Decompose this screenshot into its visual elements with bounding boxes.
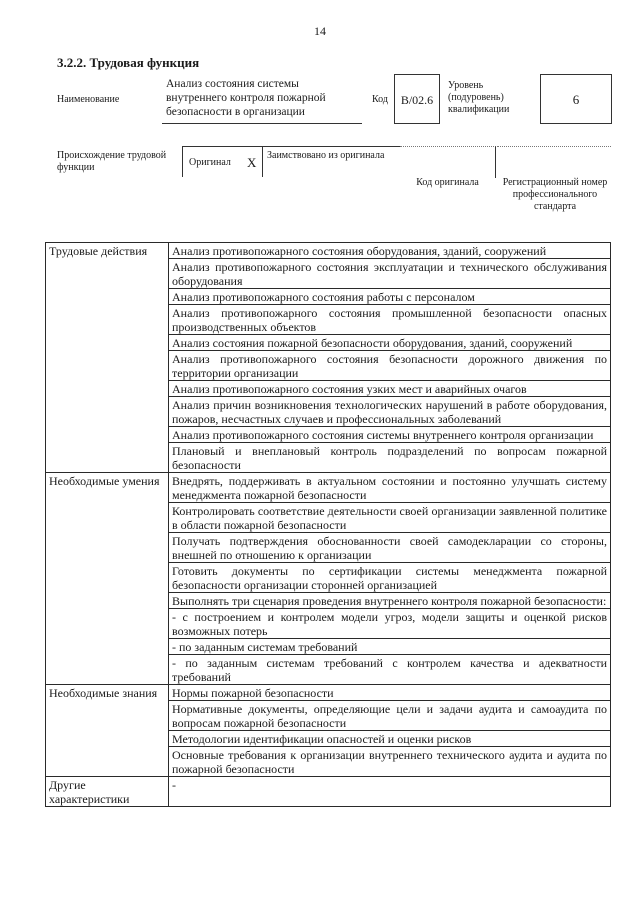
reg-number-label: Регистрационный номер профессионального стандарта <box>502 177 608 212</box>
item-cell: Анализ причин возникновения технологических нарушений в работе оборудования, пожаров, несчастных случаев и профессиональных заболеваний <box>169 397 611 427</box>
table-row <box>46 685 611 701</box>
item-cell: Нормативные документы, определяющие цели и задачи аудита и самоаудита по вопросам пожарной безопасности <box>169 701 611 731</box>
function-table-body <box>46 243 611 807</box>
item-cell: Готовить документы по сертификации системы менеджмента пожарной безопасности организации сторонней организацией <box>169 563 611 593</box>
borrowed-box <box>262 146 400 177</box>
item-cell: Анализ противопожарного состояния работы с персоналом <box>169 289 611 305</box>
item-cell: Плановый и внеплановый контроль подразделений по вопросам пожарной безопасности <box>169 443 611 473</box>
item-cell: Методологии идентификации опасностей и оценки рисков <box>169 731 611 747</box>
code-original-box <box>400 146 496 178</box>
item-cell: Контролировать соответствие деятельности своей организации заявленной политике в области пожарной безопасности <box>169 503 611 533</box>
item-cell: Анализ противопожарного состояния оборудования, зданий, сооружений <box>169 243 611 259</box>
item-cell: - с построением и контролем модели угроз, модели защиты и оценкой рисков возможных потерь <box>169 609 611 639</box>
level-box <box>540 74 612 124</box>
name-label: Наименование <box>57 94 120 105</box>
item-cell: Анализ состояния пожарной безопасности оборудования, зданий, сооружений <box>169 335 611 351</box>
section-title: 3.2.2. Трудовая функция <box>57 55 200 70</box>
item-cell: Внедрять, поддерживать в актуальном состоянии и постоянно улучшать систему менеджмента пожарной безопасности <box>169 473 611 503</box>
function-name-box <box>162 74 362 124</box>
item-cell: - по заданным системам требований с контролем качества и адекватности требований <box>169 655 611 685</box>
category-cell: Необходимые умения <box>46 473 169 685</box>
item-cell: Анализ противопожарного состояния безопасности дорожного движения по территории организации <box>169 351 611 381</box>
item-cell: Получать подтверждения обоснованности своей самодекларации со стороны, внешней по отношению к организации <box>169 533 611 563</box>
item-cell: - <box>169 777 611 807</box>
borrowed-label: Заимствовано из оригинала <box>267 150 385 161</box>
function-table <box>45 242 611 807</box>
original-mark: X <box>247 155 257 170</box>
original-box <box>182 146 262 177</box>
level-label: Уровень (подуровень) квалификации <box>448 80 510 115</box>
item-cell: Выполнять три сценария проведения внутреннего контроля пожарной безопасности: <box>169 593 611 609</box>
category-cell: Другие характеристики <box>46 777 169 807</box>
item-cell: - по заданным системам требований <box>169 639 611 655</box>
code-label: Код <box>372 94 388 105</box>
category-cell: Трудовые действия <box>46 243 169 473</box>
item-cell: Основные требования к организации внутреннего технического аудита и аудита по пожарной безопасности <box>169 747 611 777</box>
table-row <box>46 243 611 259</box>
level-value: 6 <box>572 92 580 107</box>
item-cell: Нормы пожарной безопасности <box>169 685 611 701</box>
function-name: Анализ состояния системы внутреннего контроля пожарной безопасности в организации <box>166 78 326 118</box>
origin-label: Происхождение трудовой функции <box>57 150 167 173</box>
original-label: Оригинал <box>189 157 231 168</box>
code-value: B/02.6 <box>400 93 434 107</box>
category-cell: Необходимые знания <box>46 685 169 777</box>
code-box <box>394 74 440 124</box>
page-number: 14 <box>314 24 326 38</box>
item-cell: Анализ противопожарного состояния эксплуатации и технического обслуживания оборудования <box>169 259 611 289</box>
reg-number-box <box>497 146 611 178</box>
item-cell: Анализ противопожарного состояния узких мест и аварийных очагов <box>169 381 611 397</box>
table-row <box>46 777 611 807</box>
code-original-label: Код оригинала <box>416 177 479 188</box>
item-cell: Анализ противопожарного состояния промышленной безопасности опасных производственных объектов <box>169 305 611 335</box>
table-row <box>46 473 611 503</box>
item-cell: Анализ противопожарного состояния системы внутреннего контроля организации <box>169 427 611 443</box>
